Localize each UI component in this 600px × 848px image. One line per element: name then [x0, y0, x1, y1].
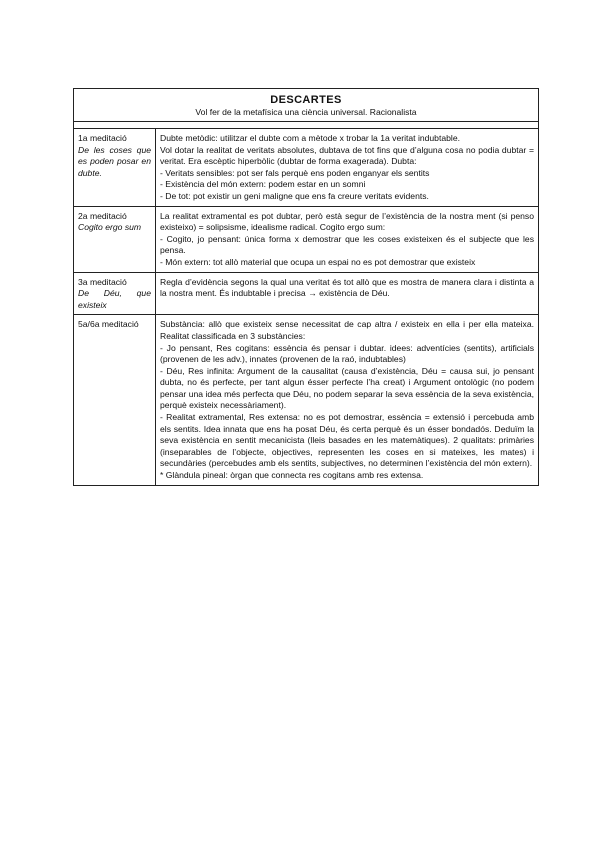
table-row: [74, 272, 539, 315]
table-row: [74, 206, 539, 272]
row-label-cell: [74, 272, 156, 315]
meditation-subtitle: Cogito ergo sum: [78, 222, 142, 233]
row-label-cell: [74, 315, 156, 485]
content-line: - Veritats sensibles: pot ser fals perquè ens poden enganyar els sentits: [160, 167, 430, 178]
content-line: La realitat extramental es pot dubtar, però està segur de l’existència de la nostra ment (si penso existeixo) = solipsisme, idealisme radical. Cogito ergo sum:: [160, 210, 534, 233]
row-content-cell: [156, 206, 539, 272]
meditation-name: 2a meditació: [78, 210, 127, 221]
row-label-cell: [74, 206, 156, 272]
content-line: Substància: allò que existeix sense necessitat de cap altra / existeix en ella i per ella mateixa. Realitat classificada en 3 substàncies:: [160, 319, 534, 341]
table-row: [74, 315, 539, 485]
table-row: [74, 129, 539, 207]
content-line: - De tot: pot existir un geni maligne que ens fa creure veritats evidents.: [160, 190, 429, 201]
meditation-name: 1a meditació: [78, 133, 127, 143]
table-header-row: [74, 89, 539, 122]
content-line: - Món extern: tot allò material que ocupa un espai no es pot demostrar que existeix: [160, 256, 476, 267]
descartes-summary-table: [73, 88, 539, 486]
content-line: Vol dotar la realitat de veritats absolutes, dubtava de tot fins que d’alguna cosa no podia dubtar = veritat. Era escèptic hiperbòlic (dubtar de forma exagerada). Dubta:: [160, 144, 534, 167]
row-content-cell: [156, 272, 539, 315]
row-label-cell: [74, 129, 156, 207]
row-content-cell: [156, 129, 539, 207]
content-line: - Jo pensant, Res cogitans: essència és pensar i dubtar. idees: adventícies (sentits), artificials (provenen de les adv.), innates (provenen de la raó, indubtables): [160, 342, 534, 365]
document-title: DESCARTES: [270, 94, 342, 106]
meditation-subtitle: De les coses que es poden posar en dubte.: [78, 144, 151, 178]
content-line: Dubte metòdic: utilitzar el dubte com a mètode x trobar la 1a veritat indubtable.: [160, 133, 460, 143]
table-header-cell: [74, 89, 539, 122]
content-line: - Realitat extramental, Res extensa: no es pot demostrar, essència = extensió i percebuda amb els sentits. Idea innata que ens ha posat Déu, és certa perquè és un ésser bondadós. Deduïm la seva existència en sentit mecanicista (lleis basades en les matemàtiques). 2 qualitats: primàries (inseparables de l’objecte, objectives, representen les coses en si mateixes, les mates) i secundàries (percebudes amb els sentits, subjectives, no determinen l’existència del món extern).: [160, 412, 534, 469]
row-content-cell: [156, 315, 539, 485]
header-gap: [74, 122, 539, 129]
meditation-name: 3a meditació: [78, 276, 127, 287]
meditation-subtitle: De Déu, que existeix: [78, 288, 151, 310]
content-line: - Cogito, jo pensant: única forma x demostrar que les coses existeixen és el subjecte que les pensa.: [160, 233, 534, 256]
meditation-name: 5a/6a meditació: [78, 319, 139, 330]
content-line: - Déu, Res infinita: Argument de la causalitat (causa d’existència, Déu = causa sui, jo pensant dubta, no és perfecte, per tant algun ésser perfecte l’ha creat) i Argument ontològic (no podem pensar una idea més perfecta que Déu, no podem separar la seva essència de la seva existència, perquè existeix necessàriament).: [160, 365, 534, 411]
content-line: Regla d’evidència segons la qual una veritat és tot allò que es mostra de manera clara i distinta a la nostra ment. És indubtable i precisa → existència de Déu.: [160, 276, 534, 299]
document-subtitle: Vol fer de la metafísica una ciència universal. Racionalista: [195, 107, 417, 117]
content-line: - Existència del món extern: podem estar en un somni: [160, 179, 366, 190]
content-line: * Glàndula pineal: òrgan que connecta res cogitans amb res extensa.: [160, 470, 424, 481]
